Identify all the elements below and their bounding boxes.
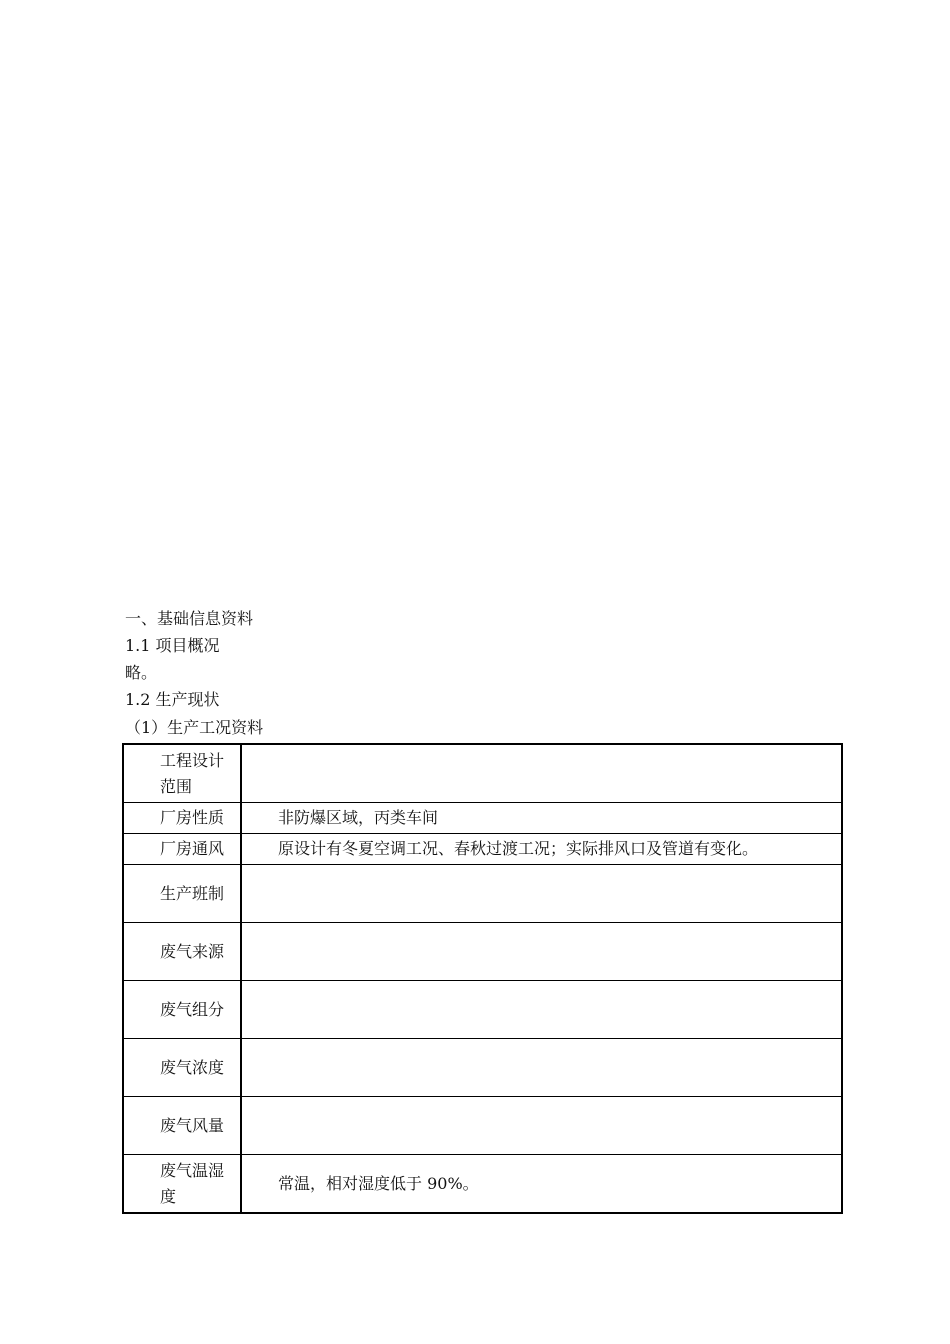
row-value — [241, 1039, 842, 1097]
table-caption: （1）生产工况资料 — [125, 718, 264, 737]
row-label: 厂房通风 — [123, 834, 241, 865]
table-row — [123, 744, 842, 803]
table-row — [123, 1097, 842, 1155]
subsection-heading-project-overview: 1.1 项目概况 — [125, 636, 220, 655]
row-label: 废气温湿度 — [123, 1155, 241, 1214]
table-row — [123, 834, 842, 865]
row-value — [241, 744, 842, 803]
row-label: 废气组分 — [123, 981, 241, 1039]
table-row — [123, 1155, 842, 1214]
row-value: 常温，相对湿度低于 90%。 — [241, 1155, 842, 1214]
production-conditions-table — [122, 743, 843, 1214]
row-label: 废气来源 — [123, 923, 241, 981]
table-row — [123, 865, 842, 923]
table-row — [123, 803, 842, 834]
row-value — [241, 1097, 842, 1155]
section-heading: 一、基础信息资料 — [125, 609, 254, 628]
row-label: 废气风量 — [123, 1097, 241, 1155]
table-row — [123, 1039, 842, 1097]
subsection-heading-production-status: 1.2 生产现状 — [125, 690, 220, 709]
project-overview-text: 略。 — [125, 663, 158, 682]
row-value: 原设计有冬夏空调工况、春秋过渡工况；实际排风口及管道有变化。 — [241, 834, 842, 865]
table-row — [123, 923, 842, 981]
row-label: 工程设计范围 — [123, 744, 241, 803]
row-label: 生产班制 — [123, 865, 241, 923]
row-value — [241, 981, 842, 1039]
row-value — [241, 865, 842, 923]
row-value — [241, 923, 842, 981]
row-value: 非防爆区域，丙类车间 — [241, 803, 842, 834]
table-row — [123, 981, 842, 1039]
row-label: 厂房性质 — [123, 803, 241, 834]
row-label: 废气浓度 — [123, 1039, 241, 1097]
